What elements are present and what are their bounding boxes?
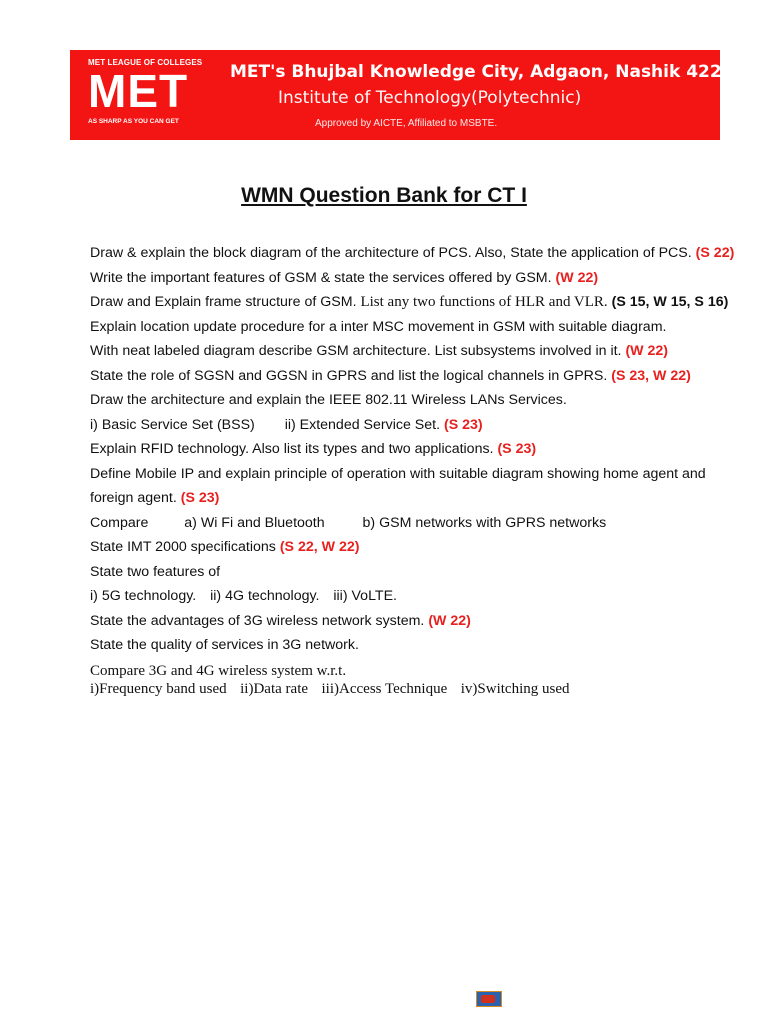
logo-tagline: AS SHARP AS YOU CAN GET	[88, 118, 179, 125]
subitem-b: ii) Extended Service Set.	[284, 416, 441, 433]
question-label: Compare	[90, 514, 149, 531]
question-text-serif: List any two functions of HLR and VLR.	[360, 294, 608, 310]
question-text: Draw and Explain frame structure of GSM.	[90, 294, 357, 310]
question-text: Draw the architecture and explain the IEEE 802.11 Wireless LANs Services.	[90, 392, 567, 408]
question-item	[90, 315, 730, 340]
question-subitem	[90, 413, 730, 438]
institute-address: MET's Bhujbal Knowledge City, Adgaon, Nashik 422003.	[230, 62, 764, 82]
question-text: State IMT 2000 specifications	[90, 539, 276, 555]
question-item	[90, 388, 730, 413]
institute-name: Institute of Technology(Polytechnic)	[278, 88, 582, 108]
question-item	[90, 633, 730, 658]
question-item	[90, 290, 730, 315]
question-item	[90, 462, 730, 487]
question-text: foreign agent.	[90, 490, 177, 506]
subitem-d: iv)Switching used	[460, 680, 570, 697]
subitem-a: i) Basic Service Set (BSS)	[90, 416, 255, 433]
question-subitem	[90, 680, 730, 698]
header-banner	[70, 50, 764, 140]
question-item	[90, 241, 735, 266]
question-text: Define Mobile IP and explain principle of operation with suitable diagram showing home agent and	[90, 465, 706, 482]
logo-main-text: MET	[88, 65, 189, 117]
exam-tag: (S 23)	[444, 416, 483, 433]
subitem-c: iii) VoLTE.	[333, 588, 397, 604]
question-item	[90, 266, 730, 291]
subitem-b: ii) 4G technology.	[210, 588, 320, 604]
met-logo	[88, 58, 208, 132]
question-item	[90, 560, 730, 585]
question-item	[90, 662, 730, 680]
exam-tag: (W 22)	[555, 269, 599, 286]
question-item	[90, 364, 730, 389]
question-item-continued	[90, 486, 730, 511]
question-text: With neat labeled diagram describe GSM architecture. List subsystems involved in it.	[90, 343, 622, 359]
exam-tag: (S 22, W 22)	[279, 539, 360, 555]
logo-top-text: MET LEAGUE OF COLLEGES	[88, 58, 203, 67]
question-item	[90, 609, 730, 634]
question-text: State the role of SGSN and GGSN in GPRS and list the logical channels in GPRS.	[90, 367, 608, 384]
exam-tag: (S 23)	[180, 490, 220, 506]
exam-tag: (S 23, W 22)	[611, 367, 691, 384]
exam-tag: (W 22)	[428, 612, 471, 629]
question-item	[90, 535, 730, 560]
question-text: State the quality of services in 3G network.	[90, 637, 359, 653]
question-text: State the advantages of 3G wireless network system.	[90, 612, 425, 629]
exam-tag: (S 23)	[497, 441, 537, 457]
question-text: Draw & explain the block diagram of the architecture of PCS. Also, State the application of PCS.	[90, 245, 692, 261]
question-subitem	[90, 584, 730, 609]
exam-tag: (W 22)	[625, 343, 668, 359]
subitem-a: a) Wi Fi and Bluetooth	[184, 514, 325, 531]
question-list	[90, 241, 735, 698]
question-text: State two features of	[90, 563, 221, 580]
subitem-b: b) GSM networks with GPRS networks	[362, 514, 607, 531]
question-item	[90, 437, 730, 462]
exam-tag: (S 22)	[695, 245, 735, 261]
subitem-b: ii)Data rate	[240, 680, 309, 697]
footer-logo-icon	[476, 991, 502, 1007]
subitem-c: iii)Access Technique	[321, 680, 448, 697]
question-text: Explain RFID technology. Also list its types and two applications.	[90, 441, 494, 457]
question-text: Write the important features of GSM & state the services offered by GSM.	[90, 269, 552, 286]
approval-note: Approved by AICTE, Affiliated to MSBTE.	[315, 118, 498, 129]
subitem-a: i) 5G technology.	[90, 588, 197, 604]
subitem-a: i)Frequency band used	[90, 680, 227, 697]
question-text: Compare 3G and 4G wireless system w.r.t.	[90, 662, 347, 679]
question-item	[90, 339, 730, 364]
question-text: Explain location update procedure for a inter MSC movement in GSM with suitable diagram.	[90, 318, 667, 335]
page-title: WMN Question Bank for CT I	[241, 184, 527, 207]
question-item	[90, 511, 730, 536]
exam-tag: (S 15, W 15, S 16)	[611, 294, 729, 310]
